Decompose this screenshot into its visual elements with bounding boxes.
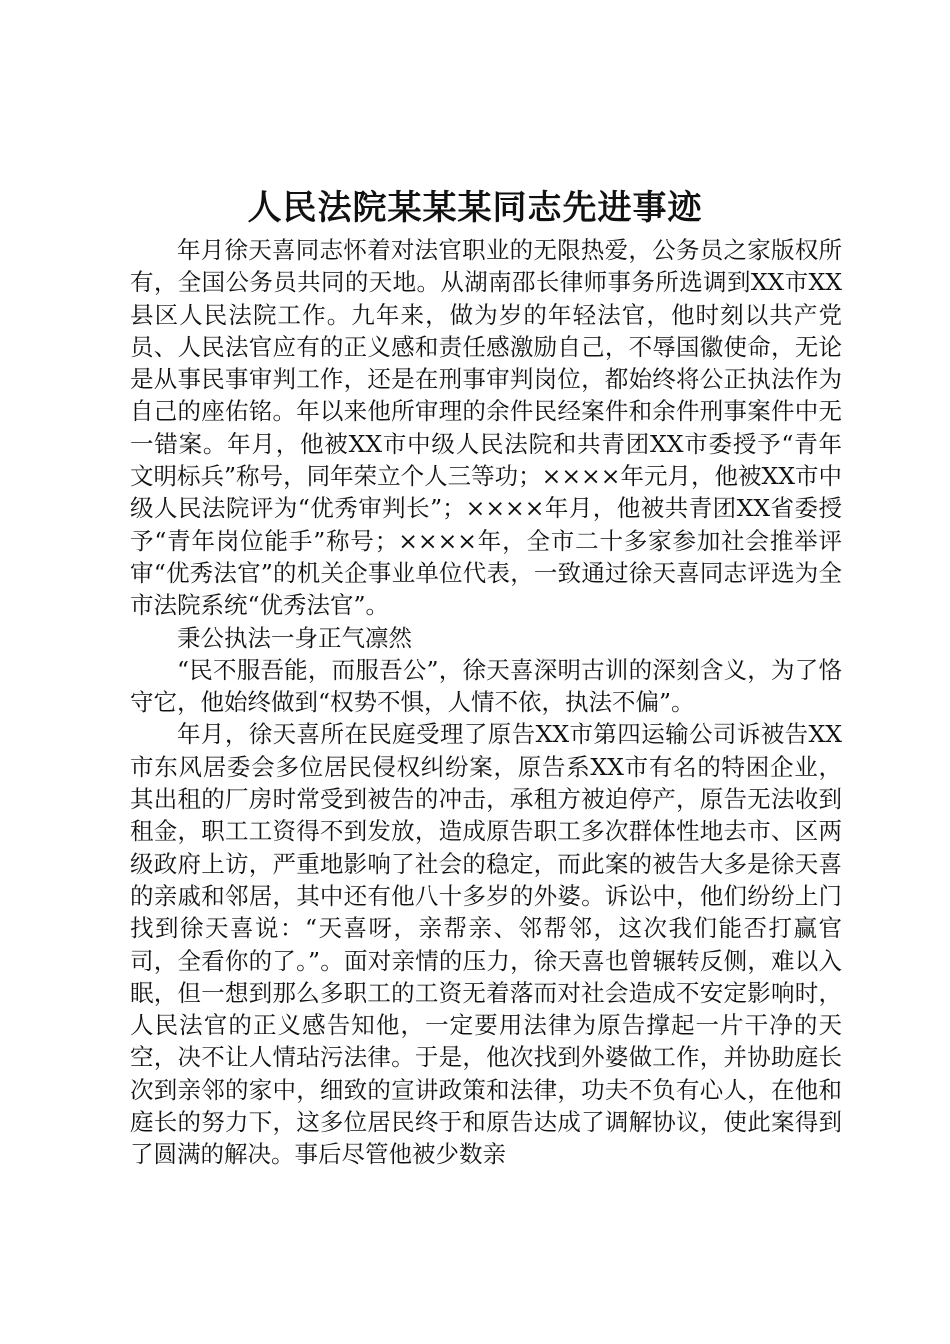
document-body [130,234,842,1171]
document-title: 人民法院某某某同志先进事迹 [247,188,703,228]
paragraph-intro: 年月徐天喜同志怀着对法官职业的无限热爱，公务员之家版权所有，全国公务员共同的天地。从湖南邵长律师事务所选调到XX市XX县区人民法院工作。九年来，做为岁的年轻法官，他时刻以共产党员、人民法官应有的正义感和责任感激励自己，不辱国徽使命，无论是从事民事审判工作，还是在刑事审判岗位，都始终将公正执法作为自己的座佑铭。年以来他所审理的余件民经案件和余件刑事案件中无一错案。年月，他被XX市中级人民法院和共青团XX市委授予“青年文明标兵”称号，同年荣立个人三等功；××××年元月，他被XX市中级人民法院评为“优秀审判长”；××××年月，他被共青团XX省委授予“青年岗位能手”称号；××××年，全市二十多家参加社会推举评审“优秀法官”的机关企事业单位代表，一致通过徐天喜同志评选为全市法院系统“优秀法官”。 [130,236,842,620]
section-heading: 秉公执法一身正气凛然 [177,623,412,652]
paragraph-case: 年月，徐天喜所在民庭受理了原告XX市第四运输公司诉被告XX市东风居委会多位居民侵权纠纷案，原告系XX市有名的特困企业，其出租的厂房时常受到被告的冲击，承租方被迫停产，原告无法收到租金，职工工资得不到发放，造成原告职工多次群体性地去市、区两级政府上访，严重地影响了社会的稳定，而此案的被告大多是徐天喜的亲戚和邻居，其中还有他八十多岁的外婆。诉讼中，他们纷纷上门找到徐天喜说：“天喜呀，亲帮亲、邻帮邻，这次我们能否打赢官司，全看你的了。”。面对亲情的压力，徐天喜也曾辗转反侧，难以入眠，但一想到那么多职工的工资无着落而对社会造成不安定影响时，人民法官的正义感告知他，一定要用法律为原告撑起一片干净的天空，决不让人情玷污法律。于是，他次找到外婆做工作，并协助庭长次到亲邻的家中，细致的宣讲政策和法律，功夫不负有心人，在他和庭长的努力下，这多位居民终于和原告达成了调解协议，使此案得到了圆满的解决。事后尽管他被少数亲 [130,720,842,1169]
paragraph-motto: “民不服吾能，而服吾公”，徐天喜深明古训的深刻含义，为了恪守它，他始终做到“权势不惧，人情不依，执法不偏”。 [130,655,842,717]
